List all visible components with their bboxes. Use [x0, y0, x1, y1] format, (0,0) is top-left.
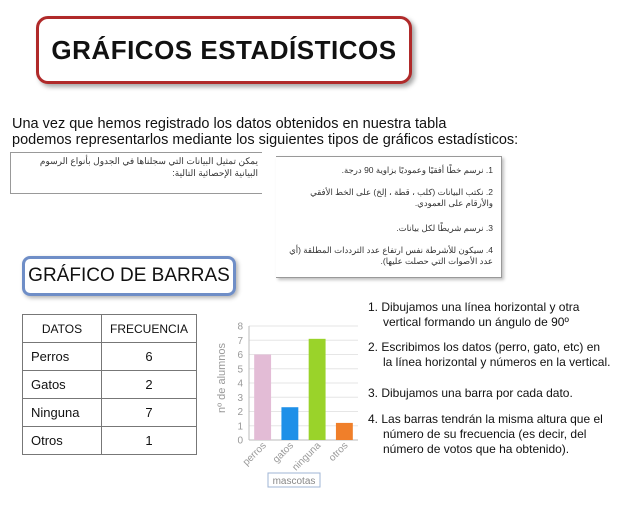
table-row	[23, 427, 197, 455]
step-3	[368, 386, 573, 401]
chart-y-tick-label: 4	[237, 378, 243, 390]
table-cell: 1	[102, 427, 197, 455]
table-cell: Ninguna	[23, 399, 102, 427]
chart-y-tick-label: 2	[237, 407, 243, 418]
step-2-line-2: la línea horizontal y números en la vertical.	[383, 355, 611, 369]
table-row	[23, 371, 197, 399]
chart-bar	[254, 355, 271, 441]
chart-y-tick-label: 0	[237, 435, 243, 447]
chart-y-tick-label: 1	[237, 421, 243, 433]
step-1-line-2: vertical formando un ángulo de 90º	[383, 315, 569, 329]
step-3-line-1: 3. Dibujamos una barra por cada dato.	[368, 386, 573, 400]
arabic-step-3: 3. نرسم شريطًا لكل بيانات.	[396, 223, 493, 233]
table-cell: Gatos	[23, 371, 102, 399]
chart-y-axis-label: nº de alumnos	[216, 342, 228, 414]
chart-y-ticks	[237, 322, 243, 447]
arabic-step-1: 1. نرسم خطًا أفقيًا وعموديًا بزاوية 90 درجة.	[341, 165, 493, 175]
section-title: GRÁFICO DE BARRAS	[22, 256, 236, 296]
table-row	[23, 343, 197, 371]
step-4-line-2: número de su frecuencia (es decir, del	[383, 427, 587, 441]
arabic-intro-text: يمكن تمثيل البيانات التي سجلناها في الجدول بأنواع الرسوم البيانية الإحصائية التالية:	[39, 156, 258, 178]
chart-bar	[281, 407, 298, 440]
frequency-table	[22, 314, 197, 455]
table-header: FRECUENCIA	[102, 315, 197, 343]
chart-y-tick-label: 7	[237, 335, 243, 347]
step-4-line-1: 4. Las barras tendrán la misma altura que el	[368, 412, 603, 426]
table-cell: 2	[102, 371, 197, 399]
table-cell: Otros	[23, 427, 102, 455]
chart-x-tick-label: ninguna	[290, 440, 324, 474]
chart-x-ticks	[241, 440, 351, 473]
chart-bar	[309, 339, 326, 440]
page-title: GRÁFICOS ESTADÍSTICOS	[51, 34, 397, 65]
chart-x-tick-label: otros	[326, 440, 351, 464]
step-2-line-1: 2. Escribimos los datos (perro, gato, etc) en	[368, 340, 601, 354]
intro-line-1: Una vez que hemos registrado los datos obtenidos en nuestra tabla	[12, 116, 447, 132]
step-4-line-3: número de votos que ha obtenido).	[383, 442, 570, 456]
table-header-row	[23, 315, 197, 343]
bar-chart	[208, 306, 368, 494]
chart-bar	[336, 423, 353, 440]
chart-y-tick-label: 3	[237, 392, 243, 404]
step-4	[368, 412, 603, 457]
chart-y-tick-label: 8	[237, 321, 243, 333]
step-2	[368, 340, 610, 370]
chart-x-tick-label: perros	[240, 440, 269, 469]
table-cell: Perros	[23, 343, 102, 371]
arabic-step-2: 2. نكتب البيانات (كلب ، قطة ، إلخ) على الخط الأفقي والأرقام على العمودي.	[310, 187, 493, 208]
table-cell: 6	[102, 343, 197, 371]
intro-line-2: podemos representarlos mediante los siguientes tipos de gráficos estadísticos:	[12, 132, 519, 148]
chart-x-tick-label: gatos	[270, 440, 296, 466]
chart-x-axis-label: mascotas	[272, 476, 316, 487]
table-row	[23, 399, 197, 427]
step-1	[368, 300, 579, 330]
chart-y-tick-label: 6	[237, 350, 243, 361]
table-header: DATOS	[23, 315, 102, 343]
chart-y-tick-label: 5	[237, 364, 243, 376]
step-1-line-1: 1. Dibujamos una línea horizontal y otra	[368, 300, 580, 314]
table-cell: 7	[102, 399, 197, 427]
arabic-step-4: 4. سيكون للأشرطة نفس ارتفاع عدد الترددات المطلقة (أي عدد الأصوات التي حصلت عليها).	[289, 245, 493, 266]
arabic-steps-box	[276, 156, 502, 278]
